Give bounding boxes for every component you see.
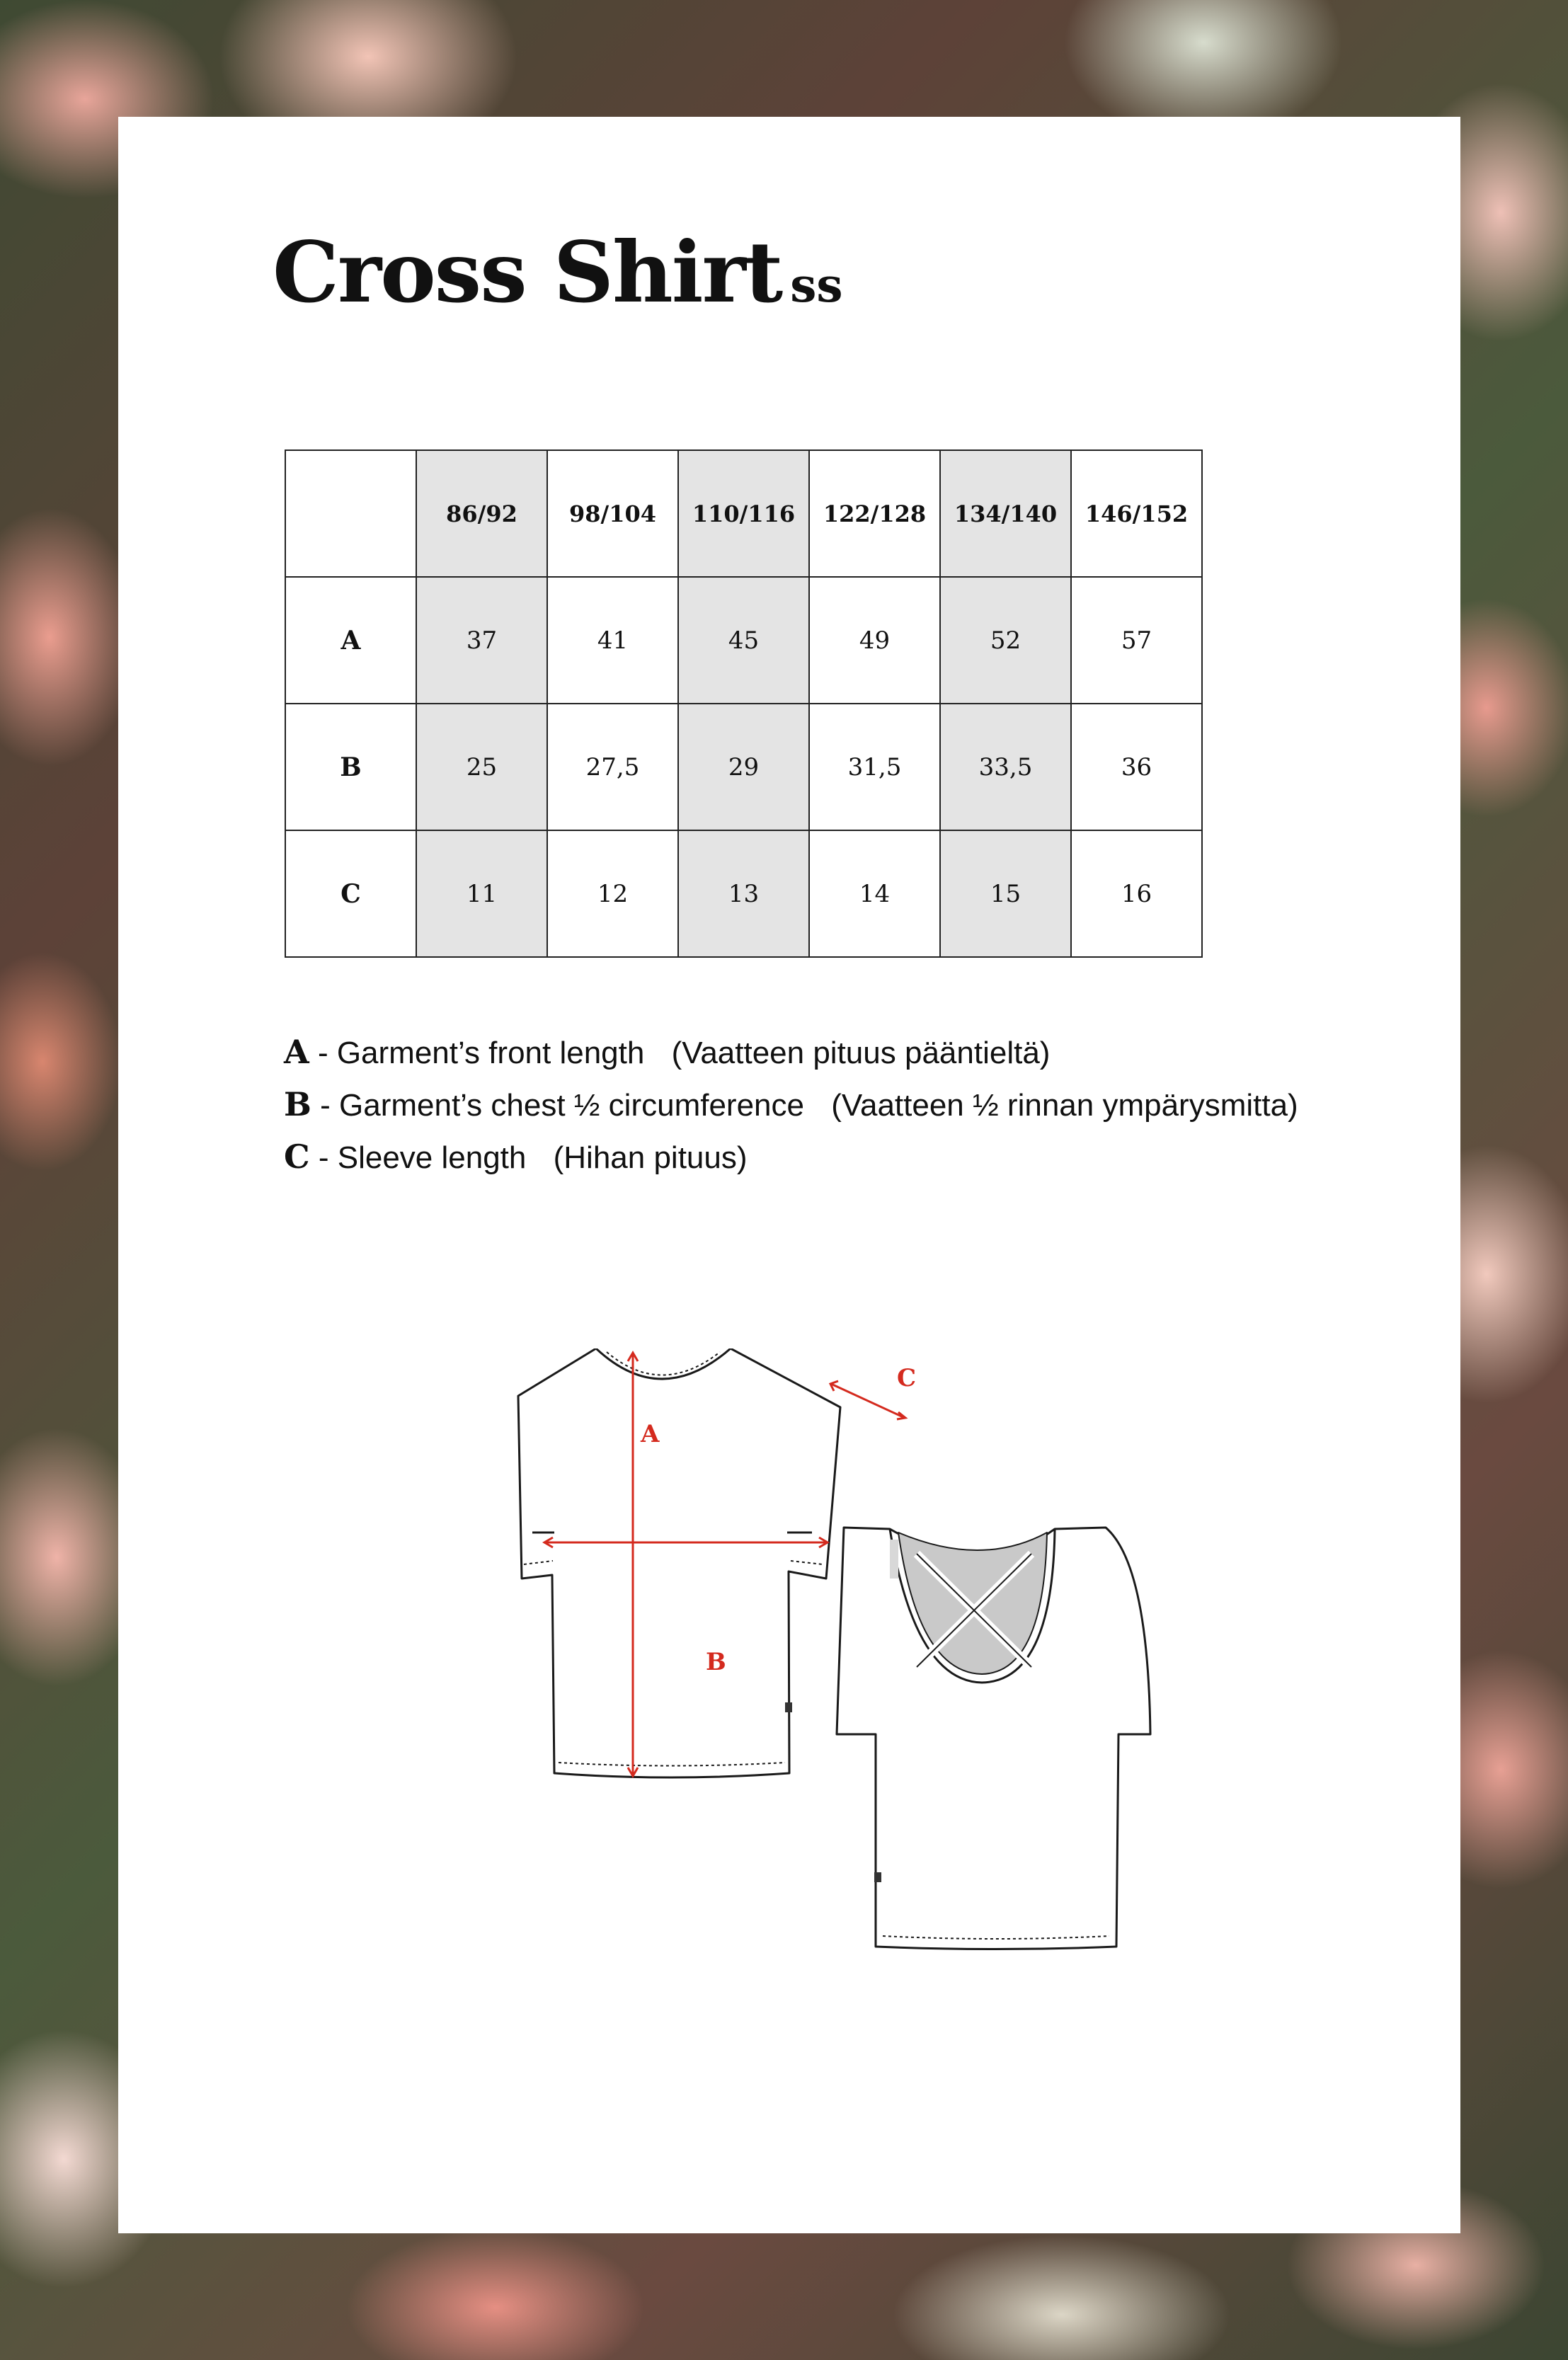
size-header-row	[285, 450, 1202, 577]
legend-translation: (Hihan pituus)	[553, 1140, 748, 1175]
title-main: Cross Shirt	[273, 223, 782, 321]
measure-label-a: A	[641, 1420, 660, 1448]
legend-key: A	[284, 1033, 309, 1071]
legend-item-b	[284, 1079, 1298, 1131]
legend-text: - Garment’s front length	[317, 1036, 645, 1070]
corner-cell	[285, 450, 416, 577]
legend-text: - Garment’s chest ½ circumference	[320, 1088, 804, 1123]
size-header: 98/104	[547, 450, 678, 577]
garment-diagram	[394, 1348, 1215, 2148]
value-cell: 14	[809, 830, 940, 957]
value-cell: 45	[678, 577, 809, 704]
value-cell: 29	[678, 704, 809, 830]
value-cell: 27,5	[547, 704, 678, 830]
value-cell: 57	[1071, 577, 1202, 704]
value-cell: 41	[547, 577, 678, 704]
shirt-back-drawing	[837, 1528, 1150, 1949]
value-cell: 33,5	[940, 704, 1071, 830]
measure-label-c: C	[897, 1364, 917, 1392]
size-header: 86/92	[416, 450, 547, 577]
value-cell: 16	[1071, 830, 1202, 957]
value-cell: 31,5	[809, 704, 940, 830]
measurement-legend	[284, 1026, 1298, 1184]
legend-key: B	[284, 1085, 311, 1123]
legend-text: - Sleeve length	[318, 1140, 527, 1175]
row-key: C	[285, 830, 416, 957]
size-header: 110/116	[678, 450, 809, 577]
size-table	[285, 449, 1203, 958]
size-header: 146/152	[1071, 450, 1202, 577]
size-guide-card	[118, 117, 1460, 2233]
legend-key: C	[284, 1138, 310, 1176]
measure-row-a	[285, 577, 1202, 704]
measure-row-b	[285, 704, 1202, 830]
value-cell: 25	[416, 704, 547, 830]
shirt-front-drawing	[518, 1348, 840, 1777]
row-key: B	[285, 704, 416, 830]
size-header: 122/128	[809, 450, 940, 577]
legend-item-a	[284, 1026, 1298, 1079]
value-cell: 11	[416, 830, 547, 957]
title-suffix: ss	[790, 258, 843, 313]
legend-translation: (Vaatteen ½ rinnan ympärysmitta)	[831, 1088, 1298, 1123]
value-cell: 37	[416, 577, 547, 704]
value-cell: 49	[809, 577, 940, 704]
measure-label-b: B	[706, 1648, 726, 1676]
value-cell: 36	[1071, 704, 1202, 830]
page-title	[273, 223, 843, 321]
legend-item-c	[284, 1131, 1298, 1184]
row-key: A	[285, 577, 416, 704]
legend-translation: (Vaatteen pituus pääntieltä)	[671, 1036, 1051, 1070]
size-header: 134/140	[940, 450, 1071, 577]
value-cell: 52	[940, 577, 1071, 704]
value-cell: 15	[940, 830, 1071, 957]
value-cell: 13	[678, 830, 809, 957]
measure-row-c	[285, 830, 1202, 957]
value-cell: 12	[547, 830, 678, 957]
